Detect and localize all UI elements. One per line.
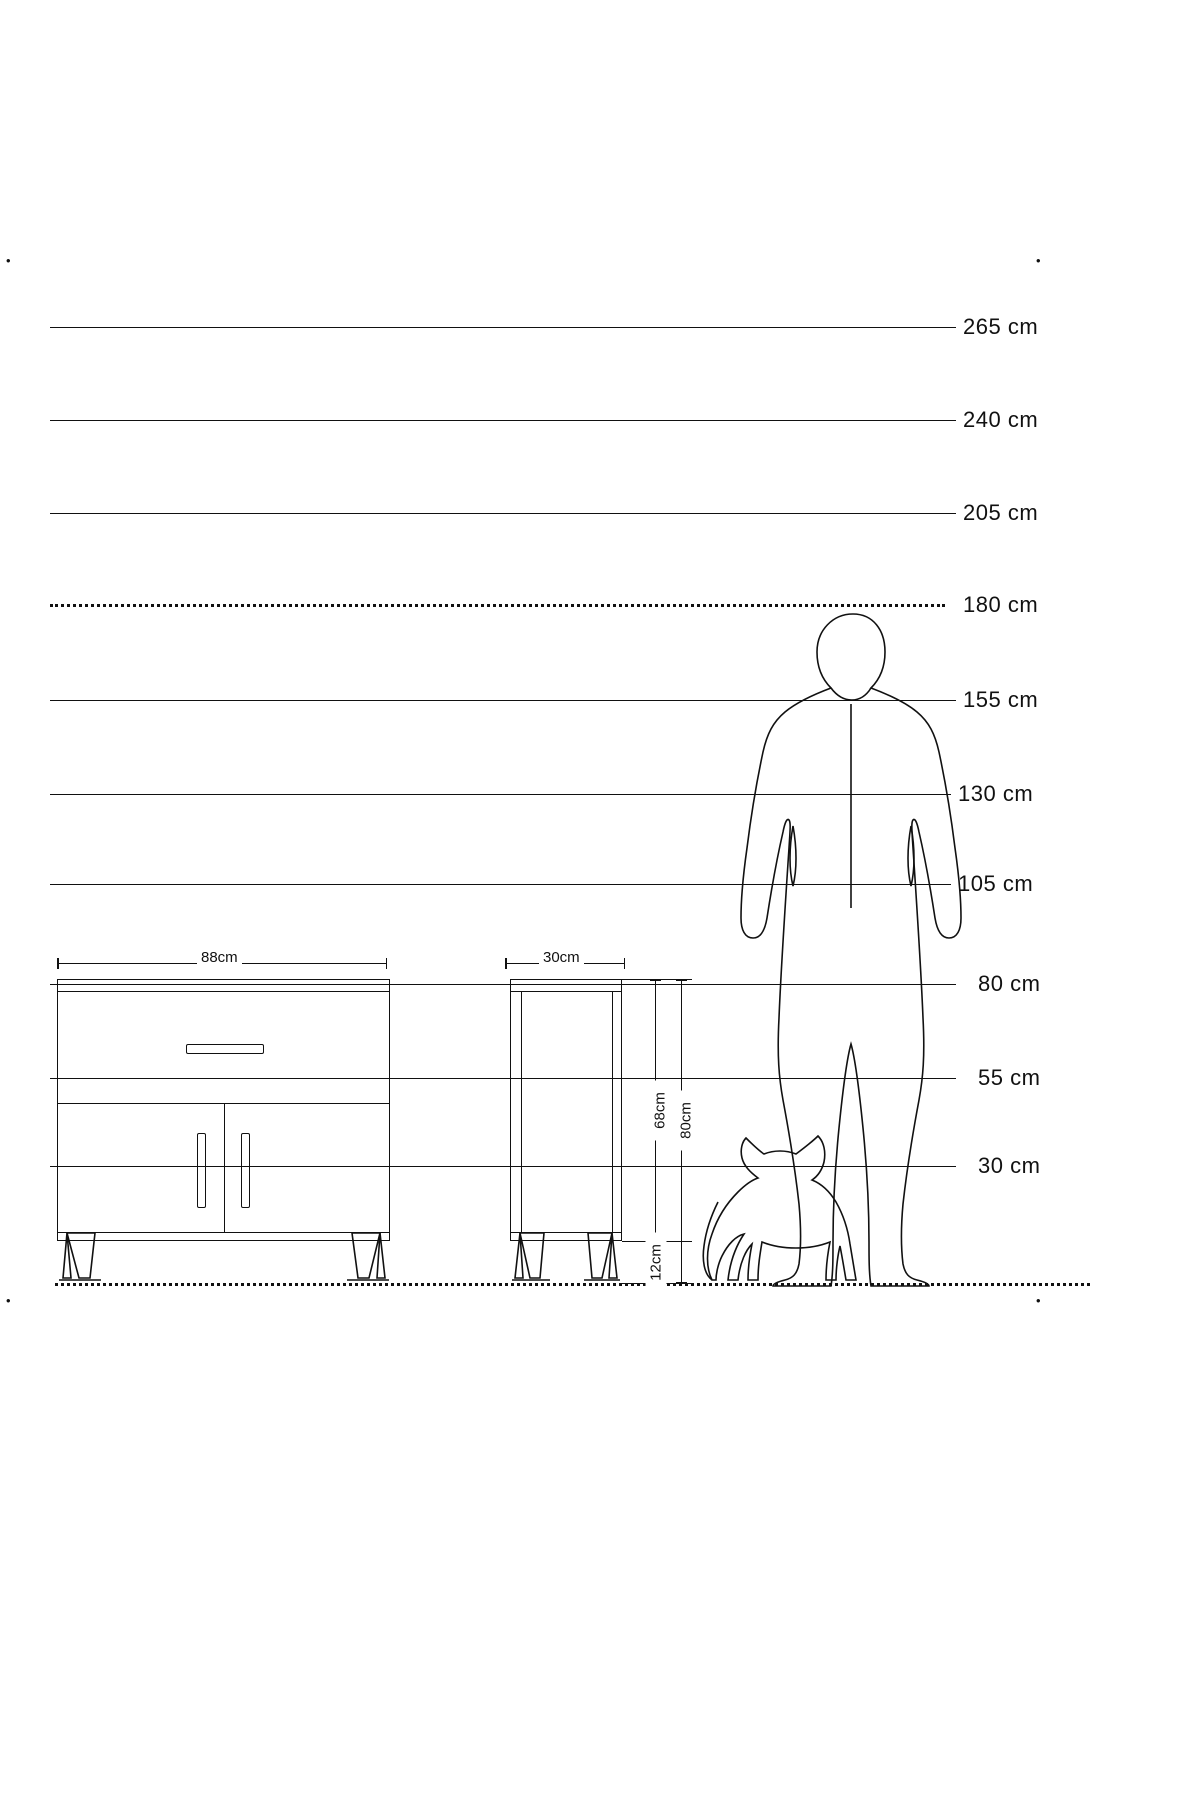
reference-label-130: 130 cm (958, 781, 1034, 806)
reference-label-155: 155 cm (963, 687, 1039, 712)
sideboard-top-panel-line (57, 991, 390, 992)
reference-line-180 (50, 604, 945, 607)
reference-label-205: 205 cm (963, 500, 1039, 525)
corner-tick-bottom-right: • (1036, 1293, 1041, 1308)
corner-tick-top-left: • (6, 253, 11, 268)
sideboard-drawer-handle[interactable] (186, 1044, 264, 1054)
corner-tick-top-right: • (1036, 253, 1041, 268)
reference-label-265: 265 cm (963, 314, 1039, 339)
cabinet-door-right-edge (612, 991, 613, 1232)
sideboard-door-split (224, 1103, 225, 1232)
reference-label-55: 55 cm (978, 1065, 1041, 1090)
body-height-label: 68cm (650, 1081, 671, 1141)
reference-label-30: 30 cm (978, 1153, 1041, 1178)
sideboard-left-door-handle[interactable] (197, 1133, 206, 1208)
reference-label-105: 105 cm (958, 871, 1034, 896)
cat-silhouette (700, 1128, 900, 1288)
cabinet-top-panel-line (510, 991, 622, 992)
leg-height-label: 12cm (646, 1233, 667, 1293)
reference-tick-240 (940, 420, 956, 421)
reference-tick-205 (940, 513, 956, 514)
cabinet-legs (510, 1232, 622, 1286)
total-height-label: 80cm (676, 1091, 697, 1151)
reference-label-80: 80 cm (978, 971, 1041, 996)
sideboard-legs (57, 1232, 390, 1286)
cabinet-width-label: 30cm (539, 949, 584, 966)
reference-tick-265 (940, 327, 956, 328)
sideboard-width-label: 88cm (197, 949, 242, 966)
reference-line-265 (50, 327, 940, 328)
reference-label-180: 180 cm (963, 592, 1039, 617)
sideboard-right-door-handle[interactable] (241, 1133, 250, 1208)
corner-tick-bottom-left: • (6, 1293, 11, 1308)
reference-label-240: 240 cm (963, 407, 1039, 432)
cabinet-door-left-edge (521, 991, 522, 1232)
tall-cabinet-unit[interactable] (510, 979, 622, 1241)
reference-line-240 (50, 420, 940, 421)
reference-line-205 (50, 513, 940, 514)
